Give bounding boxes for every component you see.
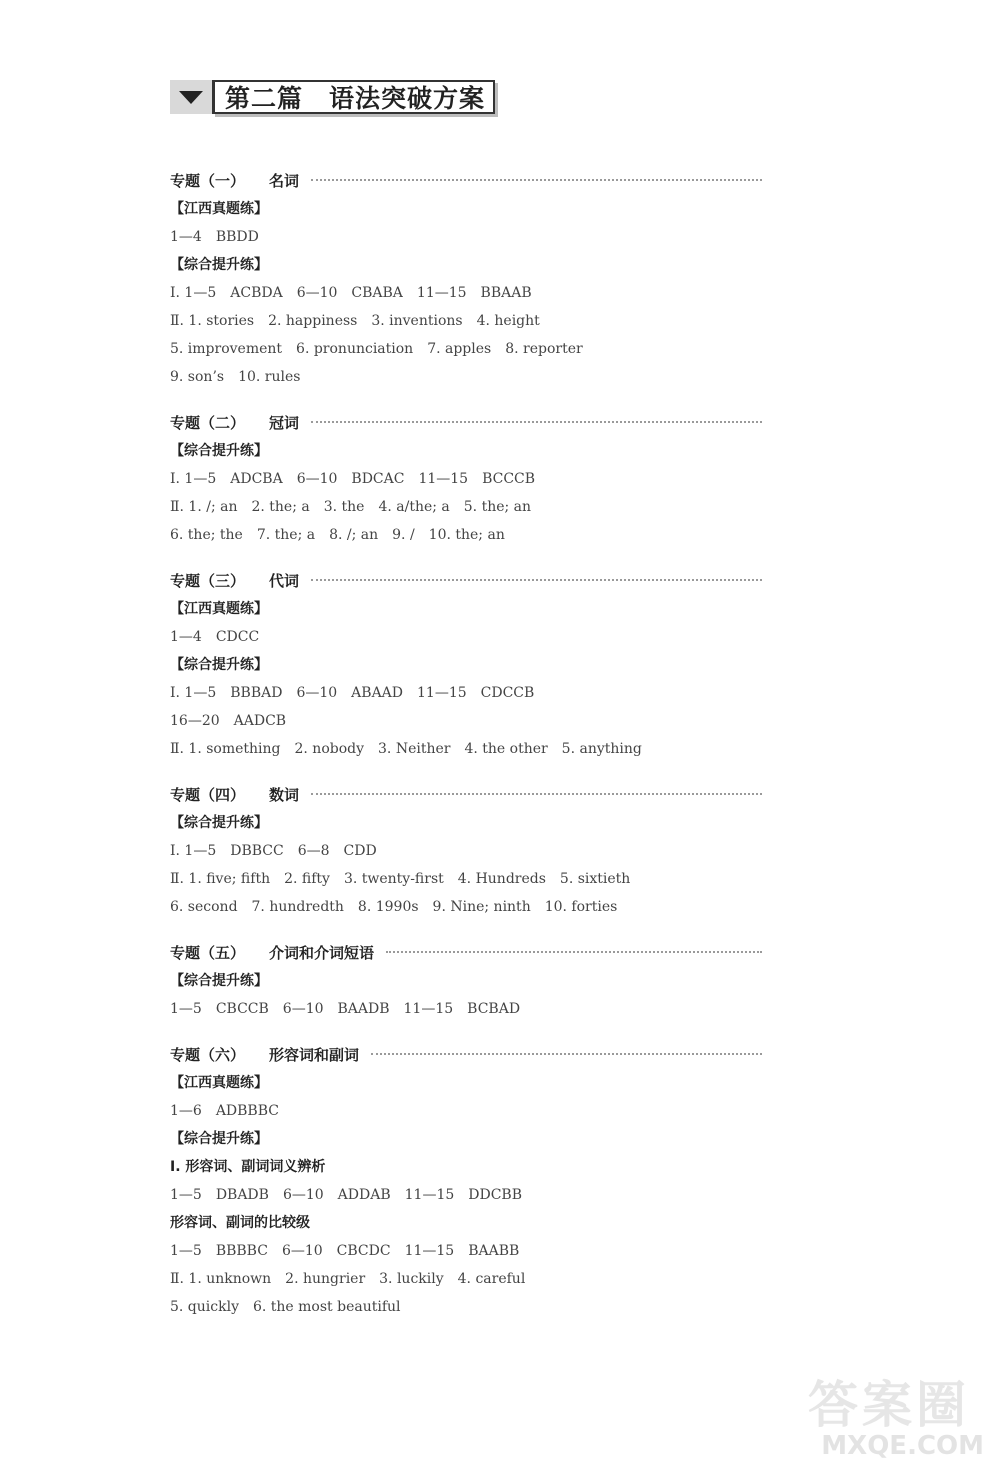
topic-number: 专题（一） (170, 171, 246, 190)
answer-line: Ⅱ. 1. five; fifth 2. fifty 3. twenty-first 4. Hundreds 5. sixtieth (170, 871, 631, 887)
topic-name: 数词 (269, 785, 300, 804)
topic-name: 介词和介词短语 (269, 943, 375, 962)
topic-heading (170, 937, 762, 967)
topic-heading (170, 165, 762, 195)
topic-heading (170, 1039, 762, 1069)
dotted-leader (311, 421, 762, 423)
topic-number: 专题（三） (170, 571, 246, 590)
exercise-subheading: 形容词、副词的比较级 (170, 1215, 310, 1231)
exercise-subheading: 【江西真题练】 (170, 1075, 268, 1091)
dotted-leader (311, 793, 762, 795)
topic-name: 名词 (269, 171, 300, 190)
topic-number: 专题（六） (170, 1045, 246, 1064)
answer-line: 6. the; the 7. the; a 8. /; an 9. / 10. the; an (170, 527, 505, 543)
answer-content (170, 165, 762, 1321)
watermark (800, 1363, 990, 1463)
section-title: 第二篇 语法突破方案 (212, 80, 495, 114)
exercise-subheading: 【江西真题练】 (170, 601, 268, 617)
topic-name: 代词 (269, 571, 300, 590)
exercise-subheading: Ⅰ. 形容词、副词词义辨析 (170, 1159, 326, 1175)
watermark-url: MXQE.COM (821, 1431, 984, 1461)
exercise-subheading: 【综合提升练】 (170, 443, 268, 459)
topic-number: 专题（五） (170, 943, 246, 962)
topic-name: 冠词 (269, 413, 300, 432)
exercise-subheading: 【综合提升练】 (170, 815, 268, 831)
dotted-leader (311, 579, 762, 581)
answer-line: 6. second 7. hundredth 8. 1990s 9. Nine; ninth 10. forties (170, 899, 618, 915)
answer-line: 1—5 BBBBC 6—10 CBCDC 11—15 BAABB (170, 1243, 520, 1259)
exercise-subheading: 【江西真题练】 (170, 201, 268, 217)
answer-line: 1—5 CBCCB 6—10 BAADB 11—15 BCBAD (170, 1001, 521, 1017)
topic-number: 专题（四） (170, 785, 246, 804)
answer-line: Ⅱ. 1. /; an 2. the; a 3. the 4. a/the; a 5. the; an (170, 499, 532, 515)
answer-line: 1—4 BBDD (170, 229, 259, 245)
exercise-subheading: 【综合提升练】 (170, 257, 268, 273)
section-banner (170, 80, 495, 114)
answer-line: 9. son’s 10. rules (170, 369, 301, 385)
answer-line: Ⅱ. 1. unknown 2. hungrier 3. luckily 4. careful (170, 1271, 526, 1287)
answer-line: 1—4 CDCC (170, 629, 260, 645)
watermark-logo: 答案圈 (808, 1376, 970, 1434)
answer-line: Ⅱ. 1. something 2. nobody 3. Neither 4. the other 5. anything (170, 741, 642, 757)
dotted-leader (386, 951, 762, 953)
dotted-leader (311, 179, 762, 181)
down-arrow-icon (170, 80, 212, 114)
answer-line: 1—5 DBADB 6—10 ADDAB 11—15 DDCBB (170, 1187, 522, 1203)
topic-heading (170, 779, 762, 809)
topic-number: 专题（二） (170, 413, 246, 432)
answer-line: 16—20 AADCB (170, 713, 287, 729)
answer-line: Ⅱ. 1. stories 2. happiness 3. inventions 4. height (170, 313, 540, 329)
answer-line: Ⅰ. 1—5 BBBAD 6—10 ABAAD 11—15 CDCCB (170, 685, 535, 701)
exercise-subheading: 【综合提升练】 (170, 1131, 268, 1147)
topic-name: 形容词和副词 (269, 1045, 360, 1064)
answer-line: Ⅰ. 1—5 ACBDA 6—10 CBABA 11—15 BBAAB (170, 285, 532, 301)
exercise-subheading: 【综合提升练】 (170, 657, 268, 673)
dotted-leader (371, 1053, 762, 1055)
answer-line: 1—6 ADBBBC (170, 1103, 279, 1119)
answer-line: 5. quickly 6. the most beautiful (170, 1299, 401, 1315)
answer-line: 5. improvement 6. pronunciation 7. apples 8. reporter (170, 341, 583, 357)
answer-line: Ⅰ. 1—5 DBBCC 6—8 CDD (170, 843, 377, 859)
answer-line: Ⅰ. 1—5 ADCBA 6—10 BDCAC 11—15 BCCCB (170, 471, 536, 487)
exercise-subheading: 【综合提升练】 (170, 973, 268, 989)
topic-heading (170, 565, 762, 595)
topic-heading (170, 407, 762, 437)
